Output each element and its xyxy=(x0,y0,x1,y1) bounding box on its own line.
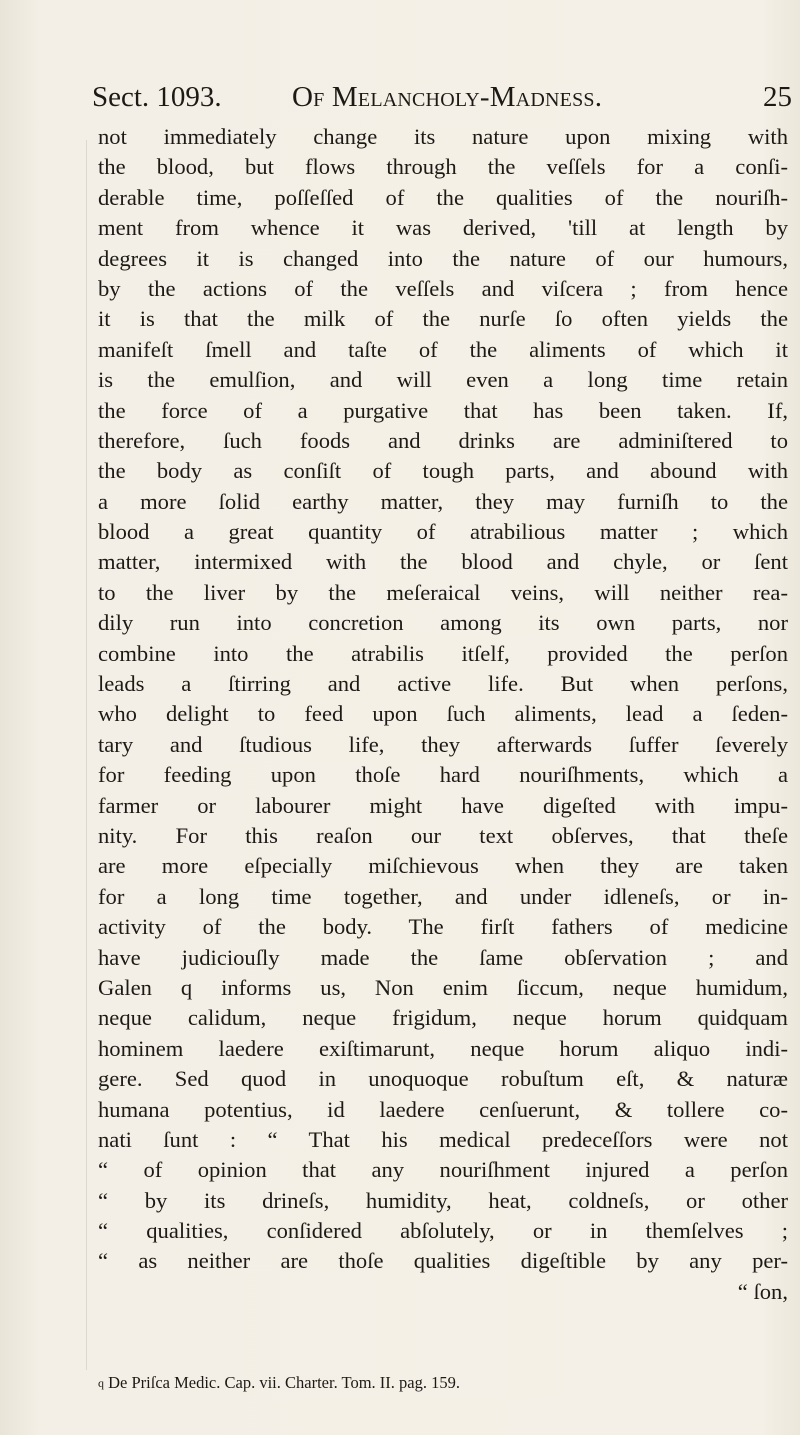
footnote-text: De Priſca Medic. Cap. vii. Charter. Tom. II. pag. 159. xyxy=(108,1373,460,1392)
page-number: 25 xyxy=(763,81,792,113)
text-line: are more eſpecially miſchievous when they are taken xyxy=(98,853,788,879)
text-line: “ of opinion that any nouriſhment injured a perſon xyxy=(98,1157,788,1183)
footnote xyxy=(98,1371,788,1395)
text-line: have judiciouſly made the ſame obſervation ; and xyxy=(98,944,788,970)
text-line: not immediately change its nature upon mixing with xyxy=(98,124,788,149)
text-line: manifeſt ſmell and taſte of the aliments of which it xyxy=(98,336,788,362)
text-line: the body as conſiſt of tough parts, and abound with xyxy=(98,458,788,484)
text-line: a more ſolid earthy matter, they may furniſh to the xyxy=(98,488,788,514)
text-line: for feeding upon thoſe hard nouriſhments, which a xyxy=(98,762,788,788)
footnote-mark: q xyxy=(98,1376,104,1390)
text-line: “ ſon, xyxy=(737,1278,788,1304)
text-line: nati ſunt : “ That his medical predeceſſors were not xyxy=(98,1126,788,1152)
text-line: leads a ſtirring and active life. But when perſons, xyxy=(98,671,788,697)
text-line: the blood, but flows through the veſſels for a conſi- xyxy=(98,154,788,180)
gutter-shadow xyxy=(86,140,87,1370)
text-line: activity of the body. The firſt fathers of medicine xyxy=(98,914,788,940)
text-line: “ qualities, conſidered abſolutely, or in themſelves ; xyxy=(98,1218,788,1244)
text-line: who delight to feed upon ſuch aliments, lead a ſeden- xyxy=(98,701,788,727)
text-line: tary and ſtudious life, they afterwards ſuffer ſeverely xyxy=(98,731,788,757)
text-line: Galen q informs us, Non enim ſiccum, neque humidum, xyxy=(98,974,788,1000)
section-label: Sect. 1093. xyxy=(92,81,222,113)
chapter-title: Of Melancholy-Madneſs. xyxy=(292,81,603,113)
text-line: “ by its drineſs, humidity, heat, coldneſs, or other xyxy=(98,1187,788,1213)
text-line: the force of a purgative that has been taken. If, xyxy=(98,397,788,423)
text-line: for a long time together, and under idleneſs, or in- xyxy=(98,883,788,909)
text-line: combine into the atrabilis itſelf, provided the perſon xyxy=(98,640,788,666)
text-line: to the liver by the meſeraical veins, will neither rea- xyxy=(98,579,788,605)
text-line: it is that the milk of the nurſe ſo often yields the xyxy=(98,306,788,332)
text-line: neque calidum, neque frigidum, neque horum quidquam xyxy=(98,1005,788,1031)
text-line: blood a great quantity of atrabilious matter ; which xyxy=(98,519,788,545)
body-text xyxy=(98,122,788,1307)
text-line: hominem laedere exiſtimarunt, neque horum aliquo indi- xyxy=(98,1035,788,1061)
text-line: ment from whence it was derived, 'till at length by xyxy=(98,215,788,241)
text-line: nity. For this reaſon our text obſerves, that theſe xyxy=(98,822,788,848)
running-header xyxy=(92,76,792,118)
text-line: degrees it is changed into the nature of our humours, xyxy=(98,245,788,271)
text-line: matter, intermixed with the blood and chyle, or ſent xyxy=(98,549,788,575)
text-line: is the emulſion, and will even a long time retain xyxy=(98,367,788,393)
text-line: by the actions of the veſſels and viſcera ; from hence xyxy=(98,275,788,301)
text-line: dily run into concretion among its own parts, nor xyxy=(98,610,788,636)
text-line: therefore, ſuch foods and drinks are adminiſtered to xyxy=(98,427,788,453)
text-line: humana potentius, id laedere cenſuerunt, & tollere co- xyxy=(98,1096,788,1122)
text-line: farmer or labourer might have digeſted with impu- xyxy=(98,792,788,818)
text-line: derable time, poſſeſſed of the qualities of the nouriſh- xyxy=(98,184,788,210)
text-line: “ as neither are thoſe qualities digeſtible by any per- xyxy=(98,1248,788,1274)
text-line: gere. Sed quod in unoquoque robuſtum eſt, & naturæ xyxy=(98,1066,788,1092)
